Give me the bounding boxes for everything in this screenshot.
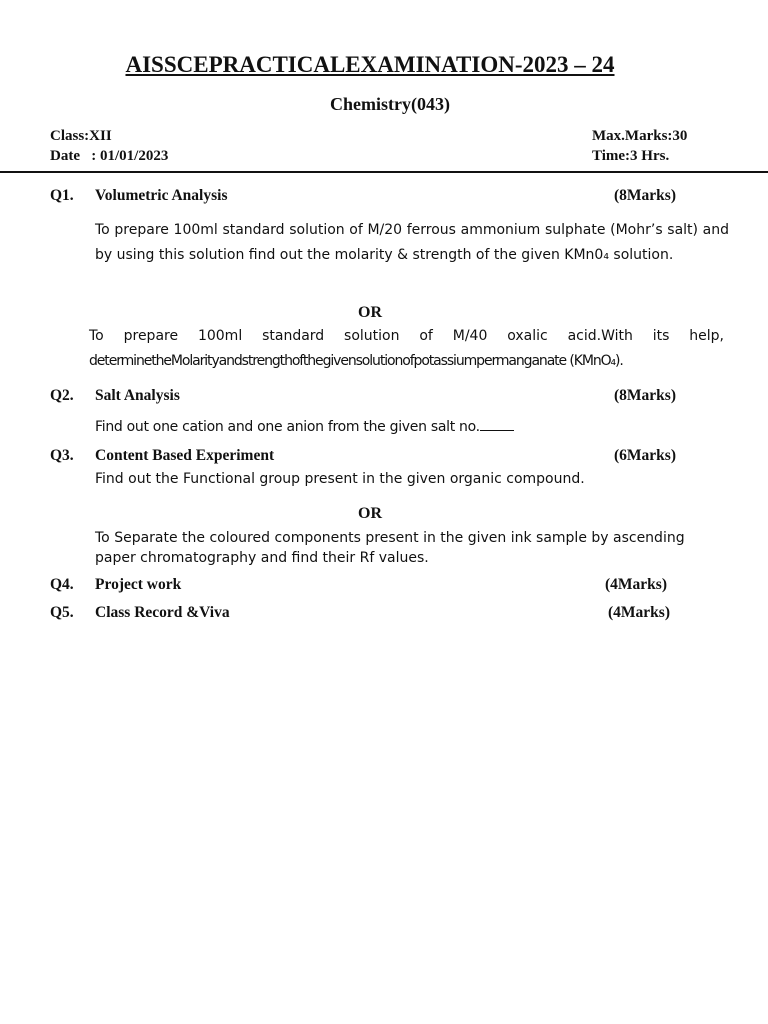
exam-title: AISSCEPRACTICALEXAMINATION-2023 – 24 bbox=[125, 52, 615, 77]
q3-title: Content Based Experiment bbox=[95, 447, 275, 464]
q1-alt-line2: determinetheMolarityandstrengthofthegivensolutionofpotassiumpermanganate (KMnO₄). bbox=[89, 353, 623, 369]
q1-body: To prepare 100ml standard solution of M/20 ferrous ammonium sulphate (Mohr’s salt) and by using this solution find out the molarity & strength of the given KMn0₄ solution. bbox=[95, 222, 729, 263]
q4-title: Project work bbox=[95, 576, 182, 593]
q3-number: Q3. bbox=[50, 447, 74, 464]
salt-number-blank bbox=[480, 418, 514, 431]
q3-marks: (6Marks) bbox=[614, 447, 676, 464]
q2-marks: (8Marks) bbox=[614, 387, 676, 404]
q1-title: Volumetric Analysis bbox=[95, 187, 228, 204]
max-marks-label: Max.Marks:30 bbox=[592, 128, 688, 144]
class-label: Class:XII bbox=[50, 128, 112, 144]
q1-number: Q1. bbox=[50, 187, 74, 204]
q4-number: Q4. bbox=[50, 576, 74, 593]
q1-or: OR bbox=[358, 304, 382, 321]
q1-alt-line1: To prepare 100ml standard solution of M/40 oxalic acid.With its help, bbox=[89, 328, 724, 344]
q2-number: Q2. bbox=[50, 387, 74, 404]
q2-body-row bbox=[95, 418, 514, 435]
q4-marks: (4Marks) bbox=[605, 576, 667, 593]
q5-marks: (4Marks) bbox=[608, 604, 670, 621]
header-divider bbox=[0, 171, 768, 173]
q3-body: Find out the Functional group present in the given organic compound. bbox=[95, 471, 585, 487]
date-label: Date : 01/01/2023 bbox=[50, 148, 169, 164]
subject-title: Chemistry(043) bbox=[330, 94, 450, 114]
q5-title: Class Record &Viva bbox=[95, 604, 230, 621]
q5-number: Q5. bbox=[50, 604, 74, 621]
q3-or: OR bbox=[358, 505, 382, 522]
q2-body: Find out one cation and one anion from the given salt no. bbox=[95, 419, 480, 435]
q1-marks: (8Marks) bbox=[614, 187, 676, 204]
q2-title: Salt Analysis bbox=[95, 387, 180, 404]
q3-alt: To Separate the coloured components present in the given ink sample by ascending paper chromatography and find their Rf values. bbox=[95, 530, 685, 566]
time-label: Time:3 Hrs. bbox=[592, 148, 670, 164]
